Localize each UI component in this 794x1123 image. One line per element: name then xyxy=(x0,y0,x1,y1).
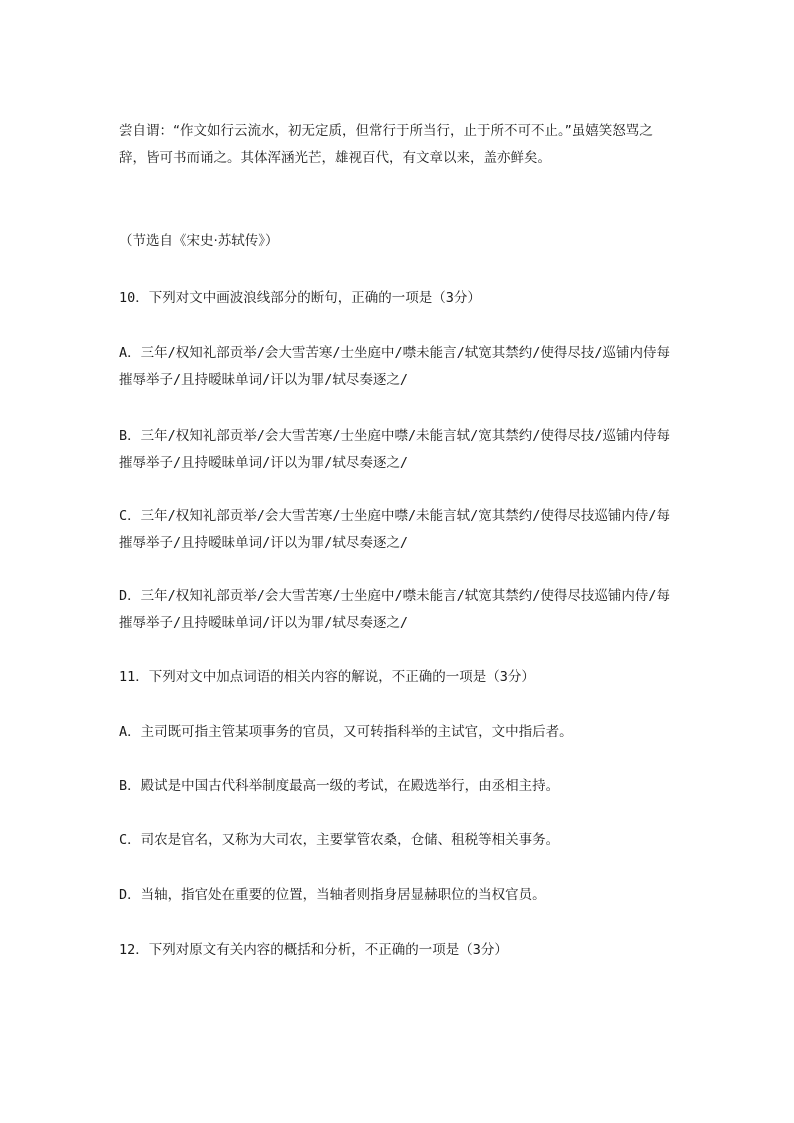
passage-source: （节选自《宋史·苏轼传》） xyxy=(119,233,279,249)
question-11-option-b: B．殿试是中国古代科举制度最高一级的考试，在殿选举行，由丞相主持。 xyxy=(119,778,560,794)
question-11-option-d: D．当轴，指官处在重要的位置，当轴者则指身居显赫职位的当权官员。 xyxy=(119,887,546,903)
passage-text: 尝自谓：“作文如行云流水，初无定质，但常行于所当行，止于所不可不止。”虽嬉笑怒骂之辞，皆可书而诵之。其体浑涵光芒，雄视百代，有文章以来，盖亦鲜矣。 xyxy=(119,123,653,166)
question-12-stem: 12．下列对原文有关内容的概括和分析，不正确的一项是（3分） xyxy=(119,942,508,958)
question-10-stem: 10．下列对文中画波浪线部分的断句，正确的一项是（3分） xyxy=(119,290,481,306)
question-10-option-a: A．三年/权知礼部贡举/会大雪苦寒/士坐庭中/噤未能言/轼宽其禁约/使得尽技/巡铺内侍每摧辱举子/且持暧昧单词/讦以为罪/轼尽奏逐之/ xyxy=(119,345,671,388)
question-11-option-c: C．司农是官名，又称为大司农，主要掌管农桑，仓储、租税等相关事务。 xyxy=(119,832,560,848)
question-11-stem: 11．下列对文中加点词语的相关内容的解说，不正确的一项是（3分） xyxy=(119,669,535,685)
question-10-option-c: C．三年/权知礼部贡举/会大雪苦寒/士坐庭中噤/未能言轼/宽其禁约/使得尽技巡铺内侍/每摧辱举子/且持暧昧单词/讦以为罪/轼尽奏逐之/ xyxy=(119,508,671,551)
question-10-option-d: D．三年/权知礼部贡举/会大雪苦寒/士坐庭中/噤未能言/轼宽其禁约/使得尽技巡铺内侍/每摧辱举子/且持暧昧单词/讦以为罪/轼尽奏逐之/ xyxy=(119,588,671,631)
question-10-option-b: B．三年/权知礼部贡举/会大雪苦寒/士坐庭中噤/未能言轼/宽其禁约/使得尽技/巡铺内侍每摧辱举子/且持暧昧单词/讦以为罪/轼尽奏逐之/ xyxy=(119,428,671,471)
question-11-option-a: A．主司既可指主管某项事务的官员，又可转指科举的主试官，文中指后者。 xyxy=(119,724,573,740)
